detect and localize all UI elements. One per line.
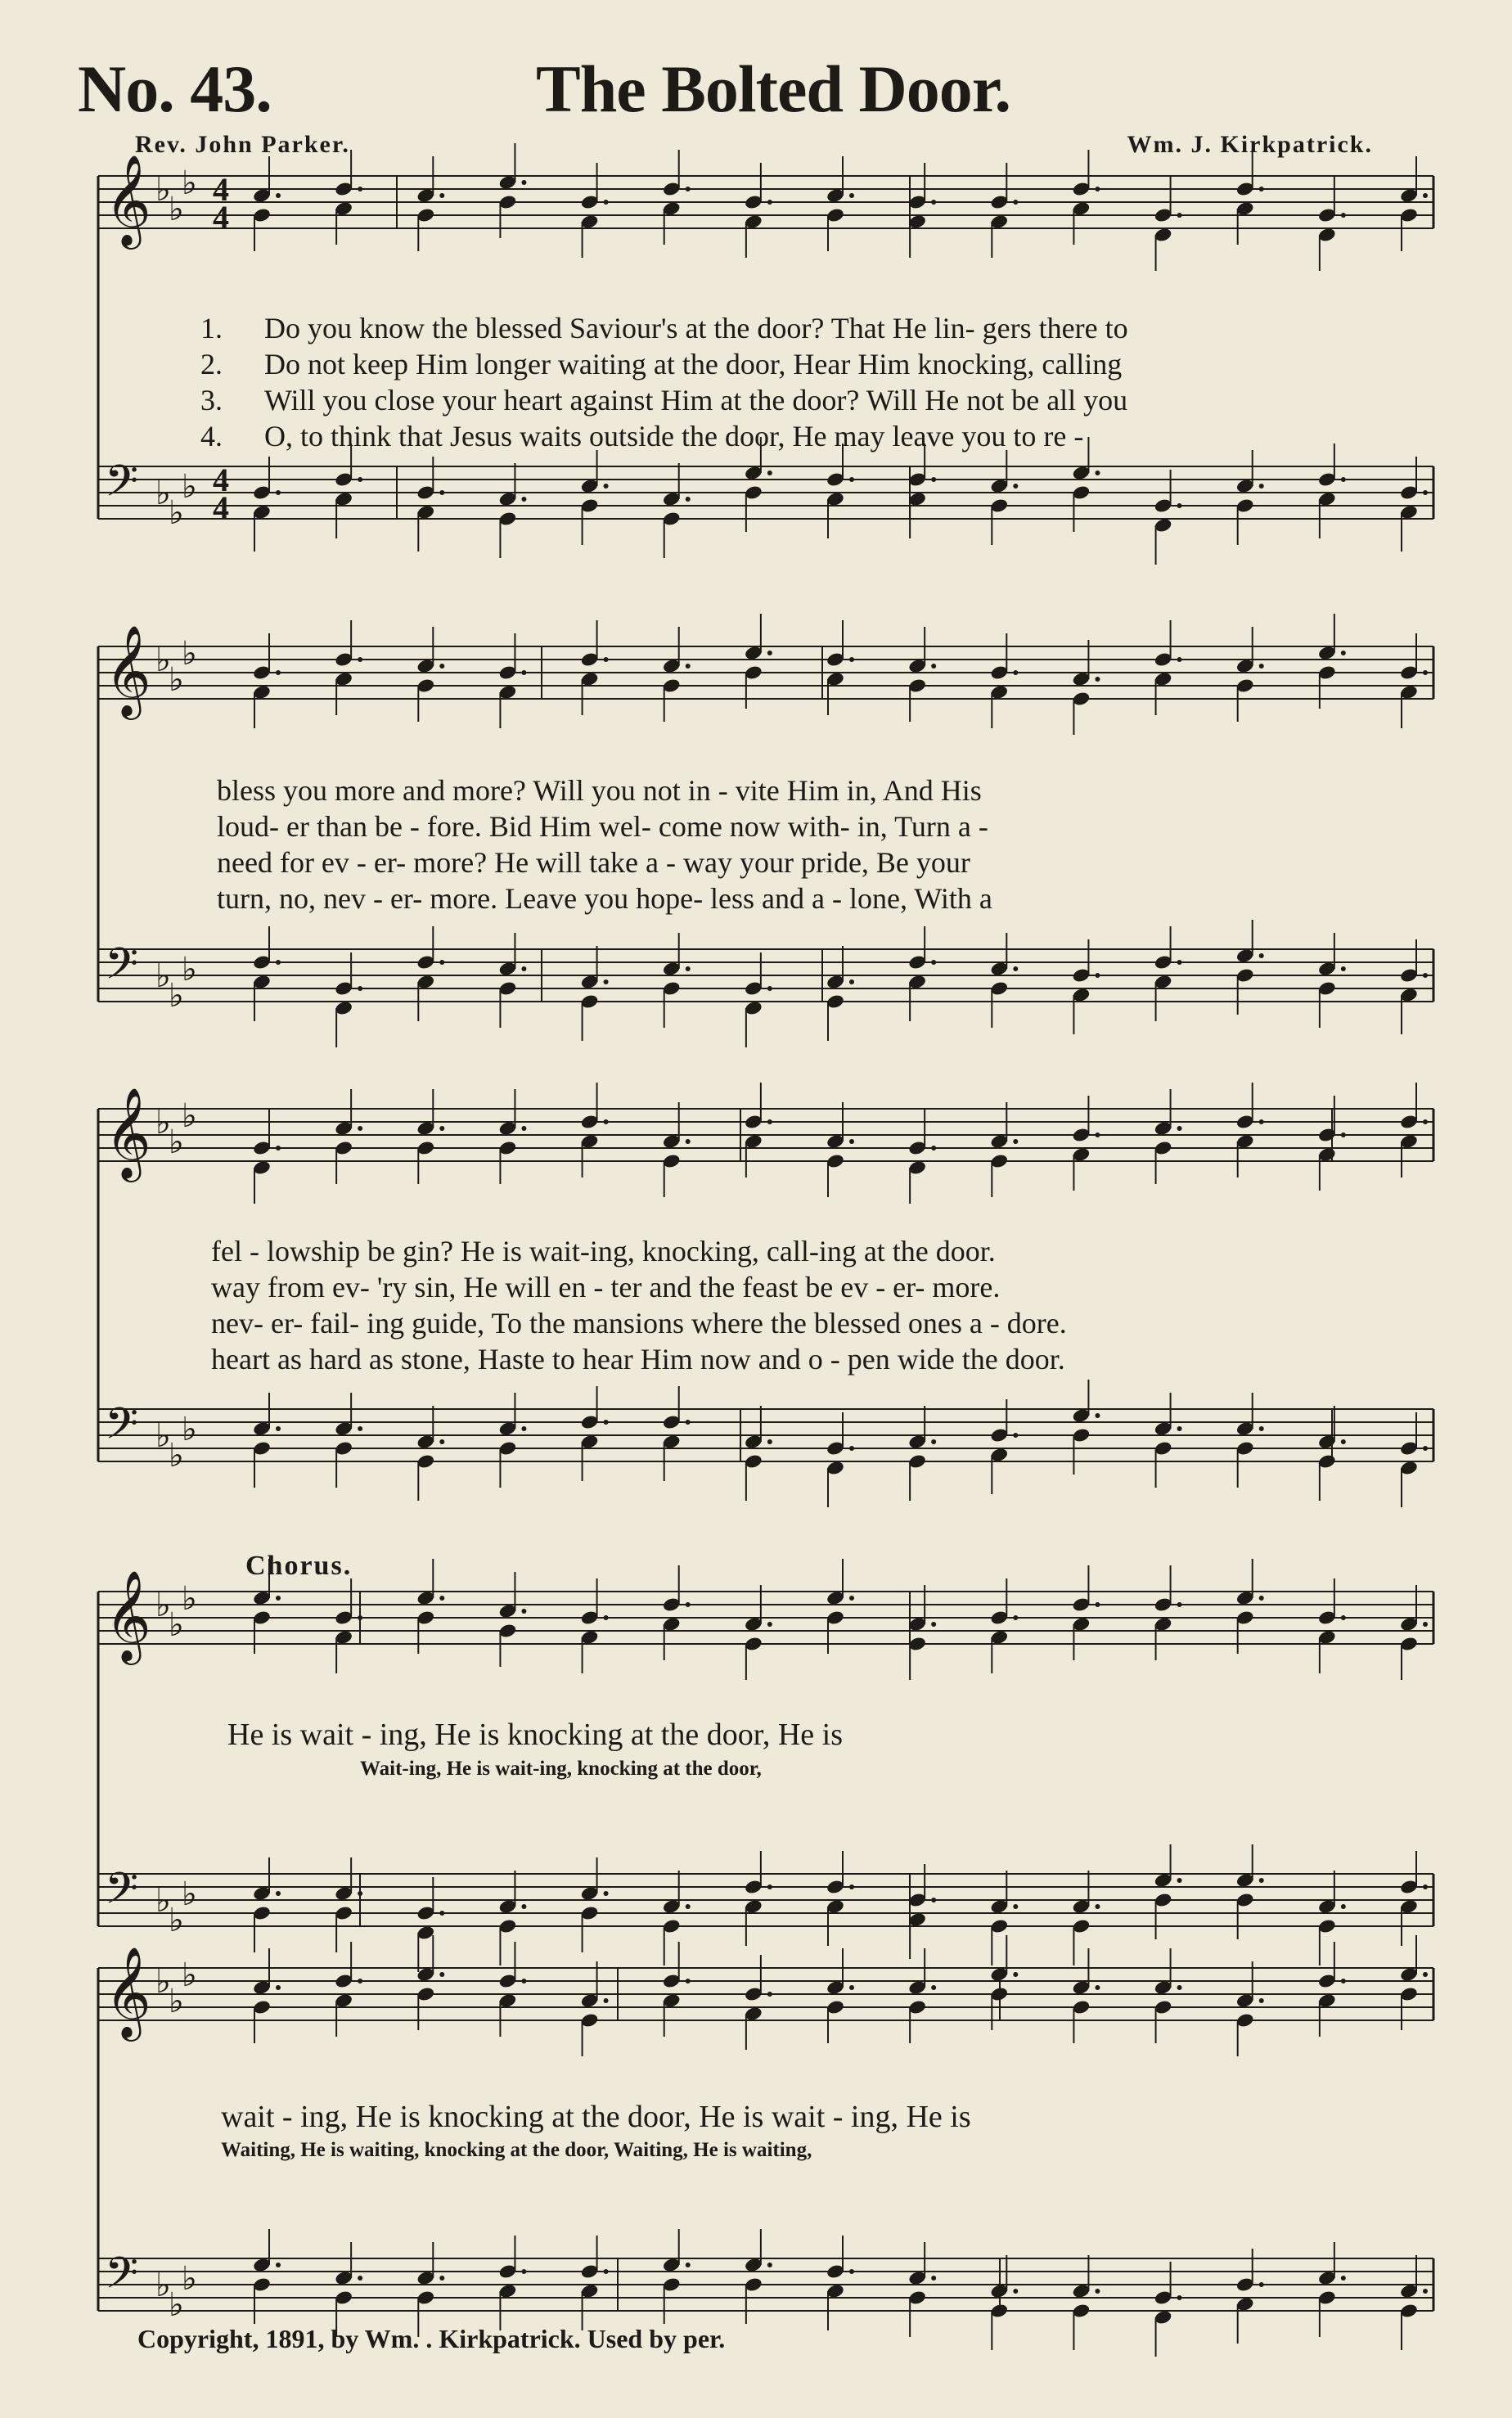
dot [604, 484, 609, 489]
dot [1095, 1413, 1100, 1418]
verse-4-line-2: turn, no, nev - er- more. Leave you hope- less and a - lone, With a [217, 882, 992, 915]
dot [276, 1985, 281, 1990]
dot [358, 986, 362, 991]
flat-sign: ♭ [155, 171, 171, 209]
dot [521, 1126, 526, 1131]
dot [1341, 1615, 1346, 1620]
dot [686, 1979, 691, 1983]
flat-sign: ♭ [155, 1882, 171, 1920]
flat-sign: ♭ [169, 661, 184, 699]
dot [521, 1904, 526, 1909]
dot [276, 960, 281, 965]
dot [1013, 484, 1018, 489]
dot [1095, 2289, 1100, 2294]
dot [439, 193, 444, 198]
dot [849, 1139, 854, 1144]
dot [1095, 1132, 1100, 1137]
bass-clef: 𝄢 [105, 2249, 139, 2309]
dot [1177, 1126, 1182, 1131]
dot [1259, 664, 1264, 669]
dot [1259, 1596, 1264, 1601]
dot [276, 490, 281, 495]
chorus-line-2-alto: Waiting, He is waiting, knocking at the door, Waiting, He is waiting, [221, 2139, 812, 2161]
lyricist-credit: Rev. John Parker. [135, 131, 350, 158]
flat-sign: ♭ [169, 1437, 184, 1475]
dot [439, 1439, 444, 1444]
dot [1177, 2295, 1182, 2300]
dot [767, 651, 772, 655]
bass-clef: 𝄢 [105, 1864, 139, 1925]
dot [849, 979, 854, 984]
flat-sign: ♭ [169, 1606, 184, 1644]
dot [931, 200, 936, 205]
dot [849, 1985, 854, 1990]
dot [1423, 1622, 1428, 1627]
dot [931, 1622, 936, 1627]
dot [686, 497, 691, 502]
dot [931, 960, 936, 965]
verse-1-line-1: 1. Do you know the blessed Saviour's at the door? That He lin- gers there to [200, 312, 1128, 344]
dot [358, 2276, 362, 2281]
dot [439, 1126, 444, 1131]
dot [1013, 1972, 1018, 1977]
dot [358, 1979, 362, 1983]
dot [849, 193, 854, 198]
dot [1177, 960, 1182, 965]
time-signature: 4 [213, 462, 229, 498]
chorus-label: Chorus. [245, 1551, 353, 1581]
dot [276, 1596, 281, 1601]
dot [931, 1898, 936, 1902]
dot [1341, 1904, 1346, 1909]
treble-clef: 𝄞 [105, 1087, 151, 1178]
flat-sign: ♭ [155, 957, 171, 995]
flat-sign: ♭ [182, 1411, 197, 1448]
dot [767, 200, 772, 205]
dot [1341, 2276, 1346, 2281]
flat-sign: ♭ [169, 2286, 184, 2324]
dot [358, 187, 362, 191]
dot [358, 657, 362, 662]
dot [521, 1979, 526, 1983]
dot [849, 1884, 854, 1889]
dot [521, 2269, 526, 2274]
dot [521, 966, 526, 971]
dot [604, 200, 609, 205]
dot [1095, 677, 1100, 682]
dot [1013, 966, 1018, 971]
flat-sign: ♭ [169, 1902, 184, 1939]
dot [931, 1985, 936, 1990]
dot [767, 1992, 772, 1997]
dot [439, 1972, 444, 1977]
dot [686, 966, 691, 971]
dot [849, 1446, 854, 1451]
dot [849, 657, 854, 662]
dot [1177, 1426, 1182, 1431]
dot [1259, 1998, 1264, 2003]
dot [521, 670, 526, 675]
verse-3-line-3: nev- er- fail- ing guide, To the mansions where the blessed ones a - dore. [211, 1307, 1067, 1340]
dot [1423, 2289, 1428, 2294]
dot [1341, 213, 1346, 218]
dot [1177, 1878, 1182, 1883]
dot [604, 1119, 609, 1124]
dot [686, 1420, 691, 1425]
dot [1423, 490, 1428, 495]
dot [767, 471, 772, 475]
bass-clef: 𝄢 [105, 1399, 139, 1460]
dot [521, 1609, 526, 1614]
flat-sign: ♭ [182, 2260, 197, 2298]
verse-3-line-2: need for ev - er- more? He will take a - way your pride, Be your [217, 846, 970, 879]
flat-sign: ♭ [169, 977, 184, 1015]
flat-sign: ♭ [155, 1963, 171, 2001]
dot [1013, 1433, 1018, 1438]
dot [604, 1998, 609, 2003]
flat-sign: ♭ [169, 494, 184, 532]
verse-2-line-3: way from ev- 'ry sin, He will en - ter and the feast be ev - er- more. [211, 1271, 1001, 1304]
chorus-line-2: wait - ing, He is knocking at the door, He is wait - ing, He is [221, 2100, 971, 2134]
hymn-title: The Bolted Door. [536, 52, 1011, 126]
treble-clef: 𝄞 [105, 1946, 151, 2038]
dot [358, 1891, 362, 1896]
dot [1341, 1439, 1346, 1444]
dot [1013, 2289, 1018, 2294]
dot [1259, 953, 1264, 958]
dot [931, 1146, 936, 1150]
flat-sign: ♭ [182, 635, 197, 673]
dot [439, 1596, 444, 1601]
dot [1341, 651, 1346, 655]
dot [358, 1126, 362, 1131]
copyright-notice: Copyright, 1891, by Wm. . Kirkpatrick. Used by per. [137, 2324, 726, 2353]
verse-1-line-3: fel - lowship be gin? He is wait-ing, knocking, call-ing at the door. [211, 1235, 996, 1268]
dot [931, 477, 936, 482]
dot [1013, 1904, 1018, 1909]
dot [686, 2263, 691, 2267]
dot [767, 1622, 772, 1627]
dot [1013, 200, 1018, 205]
dot [1423, 193, 1428, 198]
time-signature: 4 [213, 171, 229, 208]
dot [767, 986, 772, 991]
dot [1095, 471, 1100, 475]
dot [521, 180, 526, 185]
dot [1177, 1602, 1182, 1607]
dot [1259, 2282, 1264, 2287]
dot [276, 2263, 281, 2267]
hymn-number: No. 43. [78, 52, 272, 126]
flat-sign: ♭ [182, 1097, 197, 1135]
flat-sign: ♭ [182, 468, 197, 506]
dot [1013, 670, 1018, 675]
dot [1013, 1615, 1018, 1620]
dot [849, 1596, 854, 1601]
dot [604, 1891, 609, 1896]
flat-sign: ♭ [155, 2267, 171, 2304]
dot [276, 1146, 281, 1150]
dot [1259, 187, 1264, 191]
time-signature: 4 [213, 489, 229, 526]
dot [1095, 1904, 1100, 1909]
dot [439, 664, 444, 669]
dot [1341, 966, 1346, 971]
verse-2-line-1: 2. Do not keep Him longer waiting at the door, Hear Him knocking, calling [200, 348, 1123, 380]
dot [1423, 1446, 1428, 1451]
dot [1013, 1139, 1018, 1144]
dot [1341, 477, 1346, 482]
dot [1423, 1972, 1428, 1977]
flat-sign: ♭ [169, 1983, 184, 2020]
dot [521, 497, 526, 502]
flat-sign: ♭ [182, 164, 197, 202]
chorus-line-1-alto: Wait-ing, He is wait-ing, knocking at the door, [360, 1758, 762, 1780]
flat-sign: ♭ [182, 1580, 197, 1618]
dot [767, 2263, 772, 2267]
dot [1095, 1602, 1100, 1607]
dot [358, 477, 362, 482]
dot [686, 1602, 691, 1607]
dot [931, 664, 936, 669]
treble-clef: 𝄞 [105, 1569, 151, 1661]
dot [1423, 1119, 1428, 1124]
dot [767, 1119, 772, 1124]
dot [686, 664, 691, 669]
flat-sign: ♭ [155, 642, 171, 679]
dot [604, 657, 609, 662]
dot [604, 1420, 609, 1425]
dot [1259, 484, 1264, 489]
dot [358, 1615, 362, 1620]
dot [604, 1615, 609, 1620]
dot [1177, 1985, 1182, 1990]
dot [276, 193, 281, 198]
flat-sign: ♭ [182, 951, 197, 988]
dot [439, 2276, 444, 2281]
dot [1423, 670, 1428, 675]
dot [1095, 1985, 1100, 1990]
dot [767, 1439, 772, 1444]
dot [686, 1139, 691, 1144]
verse-3-line-1: 3. Will you close your heart against Him at the door? Will He not be all you [200, 384, 1128, 417]
dot [1259, 1878, 1264, 1883]
dot [1095, 187, 1100, 191]
dot [276, 670, 281, 675]
dot [1177, 213, 1182, 218]
dot [931, 1439, 936, 1444]
dot [1341, 1979, 1346, 1983]
treble-clef: 𝄞 [105, 154, 151, 245]
dot [1423, 1884, 1428, 1889]
dot [276, 1891, 281, 1896]
flat-sign: ♭ [182, 1875, 197, 1913]
dot [521, 1426, 526, 1431]
dot [604, 979, 609, 984]
verse-4-line-3: heart as hard as stone, Haste to hear Him now and o - pen wide the door. [211, 1343, 1065, 1376]
dot [931, 2276, 936, 2281]
verse-4-line-1: 4. O, to think that Jesus waits outside the door, He may leave you to re - [200, 420, 1084, 453]
dot [767, 1884, 772, 1889]
flat-sign: ♭ [155, 1417, 171, 1455]
dot [1423, 973, 1428, 978]
dot [439, 1911, 444, 1916]
dot [686, 187, 691, 191]
time-signature: 4 [213, 199, 229, 236]
dot [604, 2269, 609, 2274]
dot [849, 477, 854, 482]
flat-sign: ♭ [169, 191, 184, 228]
dot [1177, 503, 1182, 508]
dot [1259, 1426, 1264, 1431]
flat-sign: ♭ [169, 1123, 184, 1161]
dot [1095, 973, 1100, 978]
verse-2-line-2: loud- er than be - fore. Bid Him wel- come now with- in, Turn a - [217, 810, 988, 843]
dot [686, 1904, 691, 1909]
dot [1341, 1132, 1346, 1137]
dot [1177, 657, 1182, 662]
bass-clef: 𝄢 [105, 457, 139, 517]
dot [439, 490, 444, 495]
dot [276, 1426, 281, 1431]
flat-sign: ♭ [155, 1587, 171, 1624]
dot [358, 1426, 362, 1431]
dot [1259, 1119, 1264, 1124]
composer-credit: Wm. J. Kirkpatrick. [1127, 131, 1373, 158]
flat-sign: ♭ [155, 475, 171, 512]
chorus-line-1: He is wait - ing, He is knocking at the door, He is [227, 1718, 844, 1752]
flat-sign: ♭ [182, 1956, 197, 1994]
dot [439, 960, 444, 965]
bass-clef: 𝄢 [105, 939, 139, 1000]
verse-1-line-2: bless you more and more? Will you not in - vite Him in, And His [217, 774, 982, 807]
treble-clef: 𝄞 [105, 624, 151, 716]
flat-sign: ♭ [155, 1104, 171, 1141]
dot [849, 2269, 854, 2274]
